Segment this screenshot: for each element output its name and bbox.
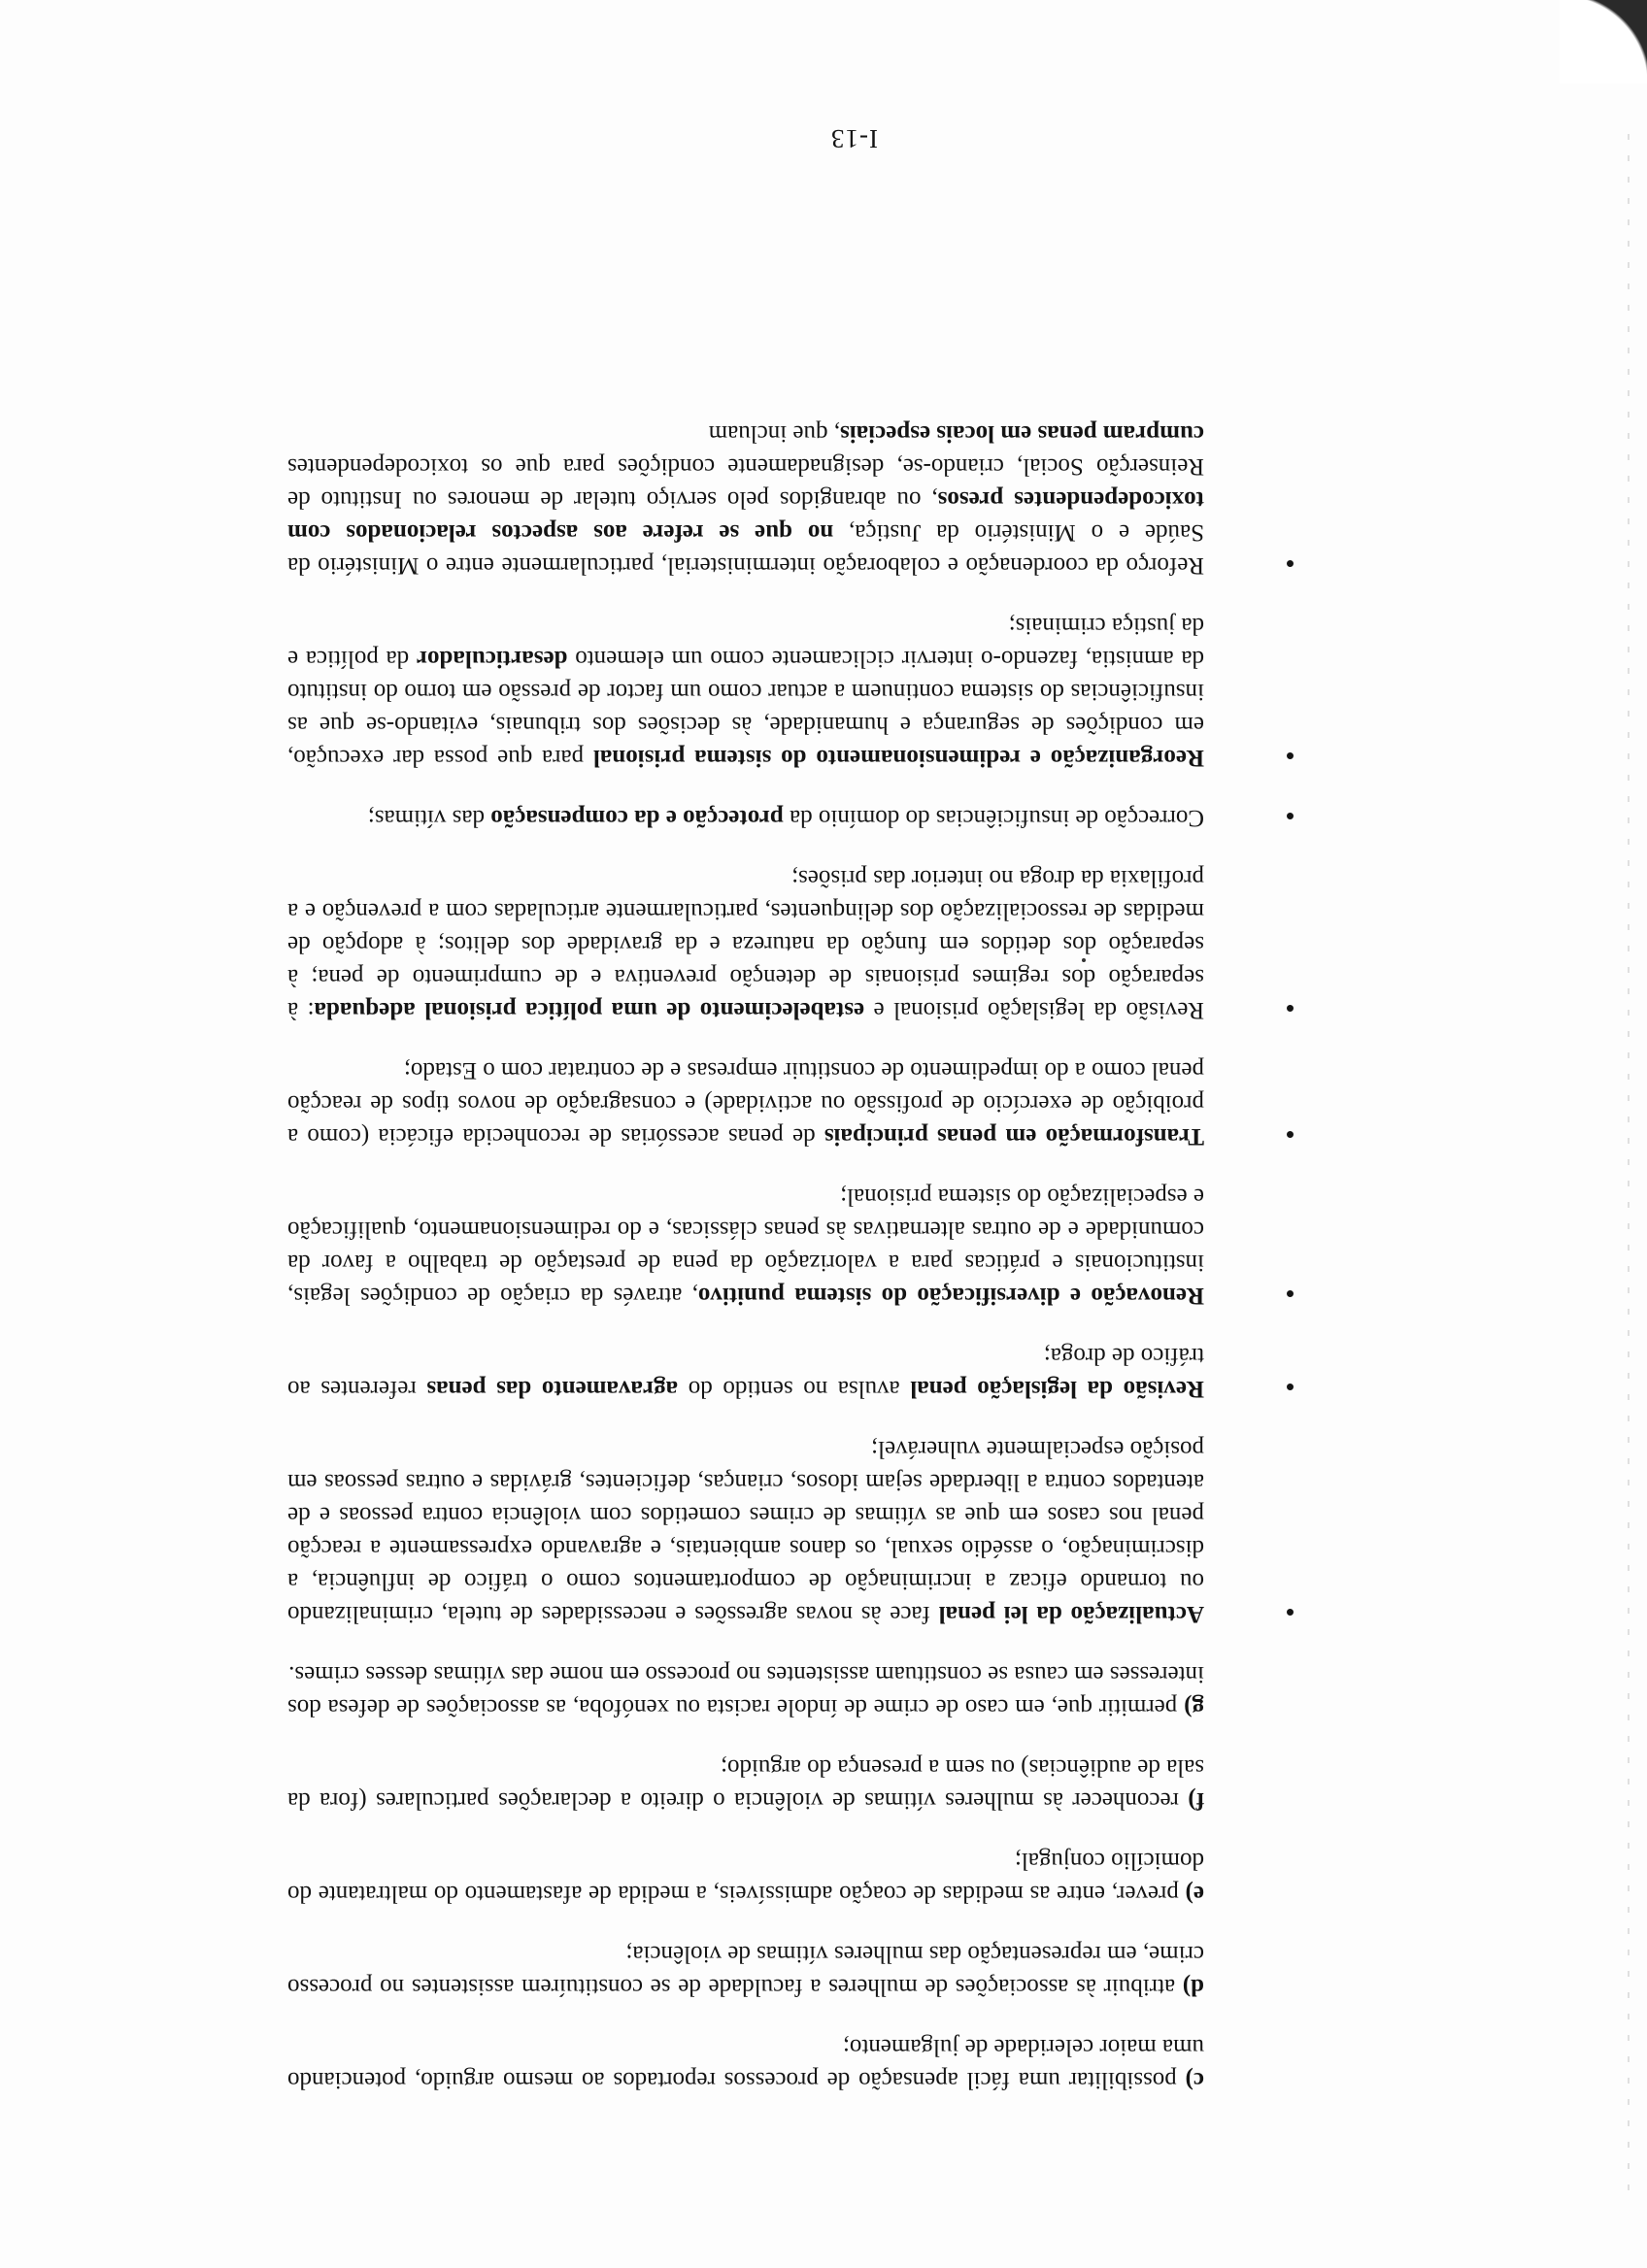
bullet-icon bbox=[1287, 1290, 1294, 1297]
bold-text: Actualização da lei penal bbox=[938, 1601, 1204, 1627]
lettered-paragraph bbox=[287, 1751, 1204, 1817]
lettered-paragraph bbox=[287, 1844, 1204, 1910]
bullet-icon bbox=[1287, 752, 1294, 759]
bold-text: Transformação em penas principais bbox=[824, 1123, 1204, 1150]
paragraph-text: de penas acessórias de reconhecida eficácia (como a proibição de exercício de profissão ou actividade) e consagração de novos tipos de reacção penal como a do impedimento de constituir empresas e de contratar com o Estado; bbox=[287, 1057, 1204, 1150]
paragraph-text: possibilitar uma fácil apensação de processos reportados ao mesmo arguido, potenciando uma maior celeridade de julgamento; bbox=[286, 2034, 1204, 2093]
bullet-icon bbox=[1287, 1609, 1294, 1616]
paragraph-text: Reforço da coordenação e colaboração interministerial, particularmente entre o Ministério da Saúde e o Ministério da Justiça, bbox=[287, 519, 1204, 579]
bold-text: protecção e da compensação bbox=[490, 805, 784, 831]
lettered-paragraph bbox=[287, 1937, 1204, 2003]
paragraph-text: : à separação dos regimes prisionais de detenção preventiva e de cumprimento de pena; à separação dos detidos em função da natureza e da gravidade dos delitos; à adopção de medidas de ressocialização dos delinquentes, particularmente articuladas com a prevenção e a profilaxia da droga no interior das prisões; bbox=[287, 865, 1204, 1023]
bold-text: Reorganização e redimensionamento do sistema prisional bbox=[592, 745, 1204, 771]
bullet-paragraph bbox=[287, 1180, 1204, 1312]
bold-text: Revisão da legislação penal bbox=[910, 1376, 1204, 1402]
bullet-paragraph bbox=[287, 1053, 1204, 1152]
paragraph-text: para que possa dar execução, em condições de segurança e humanidade, às decisões dos tribunais, evitando-se que as insuficiências do sistema continuem a actuar como um factor de pressão em torno do instituto da amnistia, fazendo-o intervir ciclicamente como um elemento bbox=[287, 646, 1204, 771]
bullet-paragraph bbox=[287, 801, 1204, 834]
document-body bbox=[287, 389, 1204, 2096]
lettered-paragraph bbox=[287, 1657, 1204, 1723]
bold-text: e) bbox=[1178, 1881, 1204, 1907]
bullet-paragraph bbox=[287, 609, 1204, 774]
bullet-icon bbox=[1287, 1005, 1294, 1012]
bold-text: d) bbox=[1175, 1974, 1204, 2000]
bullet-paragraph bbox=[287, 417, 1204, 582]
bullet-icon bbox=[1287, 813, 1294, 819]
paragraph-text: Correcção de insuficiências do domínio da bbox=[783, 805, 1204, 831]
bold-text: desarticulador bbox=[416, 646, 568, 672]
paragraph-text: avulsa no sentido do bbox=[678, 1376, 911, 1402]
bullet-icon bbox=[1287, 560, 1294, 567]
paragraph-text: da política e da justiça criminais; bbox=[286, 613, 1204, 672]
bold-text: c) bbox=[1176, 2067, 1204, 2093]
paragraph-text: , através da criação de condições legais, institucionais e práticas para a valorização da pena de prestação de trabalho a favor da comunidade e de outras alternativas às penas clássicas, e do redimensionamento, qualificação e especialização do sistema prisional; bbox=[287, 1184, 1204, 1309]
page-number: I-13 bbox=[830, 124, 878, 153]
paragraph-text: prever, entre as medidas de coação admissíveis, a medida de afastamento do maltratante do domicílio conjugal; bbox=[287, 1848, 1204, 1907]
bullet-paragraph bbox=[287, 1339, 1204, 1405]
bold-text: g) bbox=[1177, 1694, 1204, 1720]
paragraph-text: das vítimas; bbox=[367, 805, 491, 831]
bold-text: agravamento das penas bbox=[426, 1376, 679, 1402]
bold-text: Renovação e diversificação do sistema punitivo bbox=[697, 1283, 1204, 1309]
bullet-icon bbox=[1287, 1384, 1294, 1390]
paragraph-text: Revisão da legislação prisional e bbox=[864, 997, 1204, 1023]
bold-text: estabelecimento de uma política prisional adequada bbox=[314, 997, 865, 1023]
scan-edge-mark bbox=[1628, 132, 1630, 2190]
bullet-icon bbox=[1287, 1131, 1294, 1138]
paragraph-text: referentes ao tráfico de droga; bbox=[287, 1343, 1204, 1402]
bold-text: cumpram penas em locais especiais bbox=[840, 420, 1204, 447]
bullet-paragraph bbox=[287, 1432, 1204, 1630]
paragraph-text: , que incluam bbox=[708, 420, 841, 447]
lettered-paragraph bbox=[287, 2030, 1204, 2096]
paragraph-text: face às novas agressões e necessidades de tutela, criminalizando ou tornando eficaz a incriminação de comportamentos como o tráfico de influência, a discriminação, o assédio sexual, os danos ambientais, e agravando expressamente a reacção penal nos casos em que as vítimas de crimes cometidos com violência contra pessoas e de atentados contra a liberdade sejam idosos, crianças, deficientes, grávidas e outras pessoas em posição especialmente vulnerável; bbox=[287, 1436, 1204, 1627]
bold-text: f) bbox=[1178, 1787, 1204, 1814]
paragraph-text: atribuir às associações de mulheres a faculdade de se constituírem assistentes no processo crime, em representação das mulheres vítimas de violência; bbox=[287, 1941, 1204, 2000]
paragraph-text: permitir que, em caso de crime de índole racista ou xenófoba, as associações de defesa dos interesses em causa se constituam assistentes no processo em nome das vítimas desses crimes. bbox=[287, 1661, 1204, 1720]
paragraph-text: reconhecer às mulheres vítimas de violência o direito a declarações particulares (fora da sala de audiências) ou sem a presença do arguido; bbox=[287, 1754, 1204, 1814]
bold-text: no que se refere aos aspectos relacionados com toxicodependentes presos bbox=[287, 486, 1204, 546]
scan-corner-fold bbox=[1560, 0, 1647, 83]
bullet-paragraph bbox=[287, 861, 1204, 1026]
paragraph-text: , ou abrangidos pelo serviço tutelar de menores ou Instituto de Reinserção Social, criando-se, designadamente condições para que os toxicodependentes bbox=[287, 453, 1204, 513]
